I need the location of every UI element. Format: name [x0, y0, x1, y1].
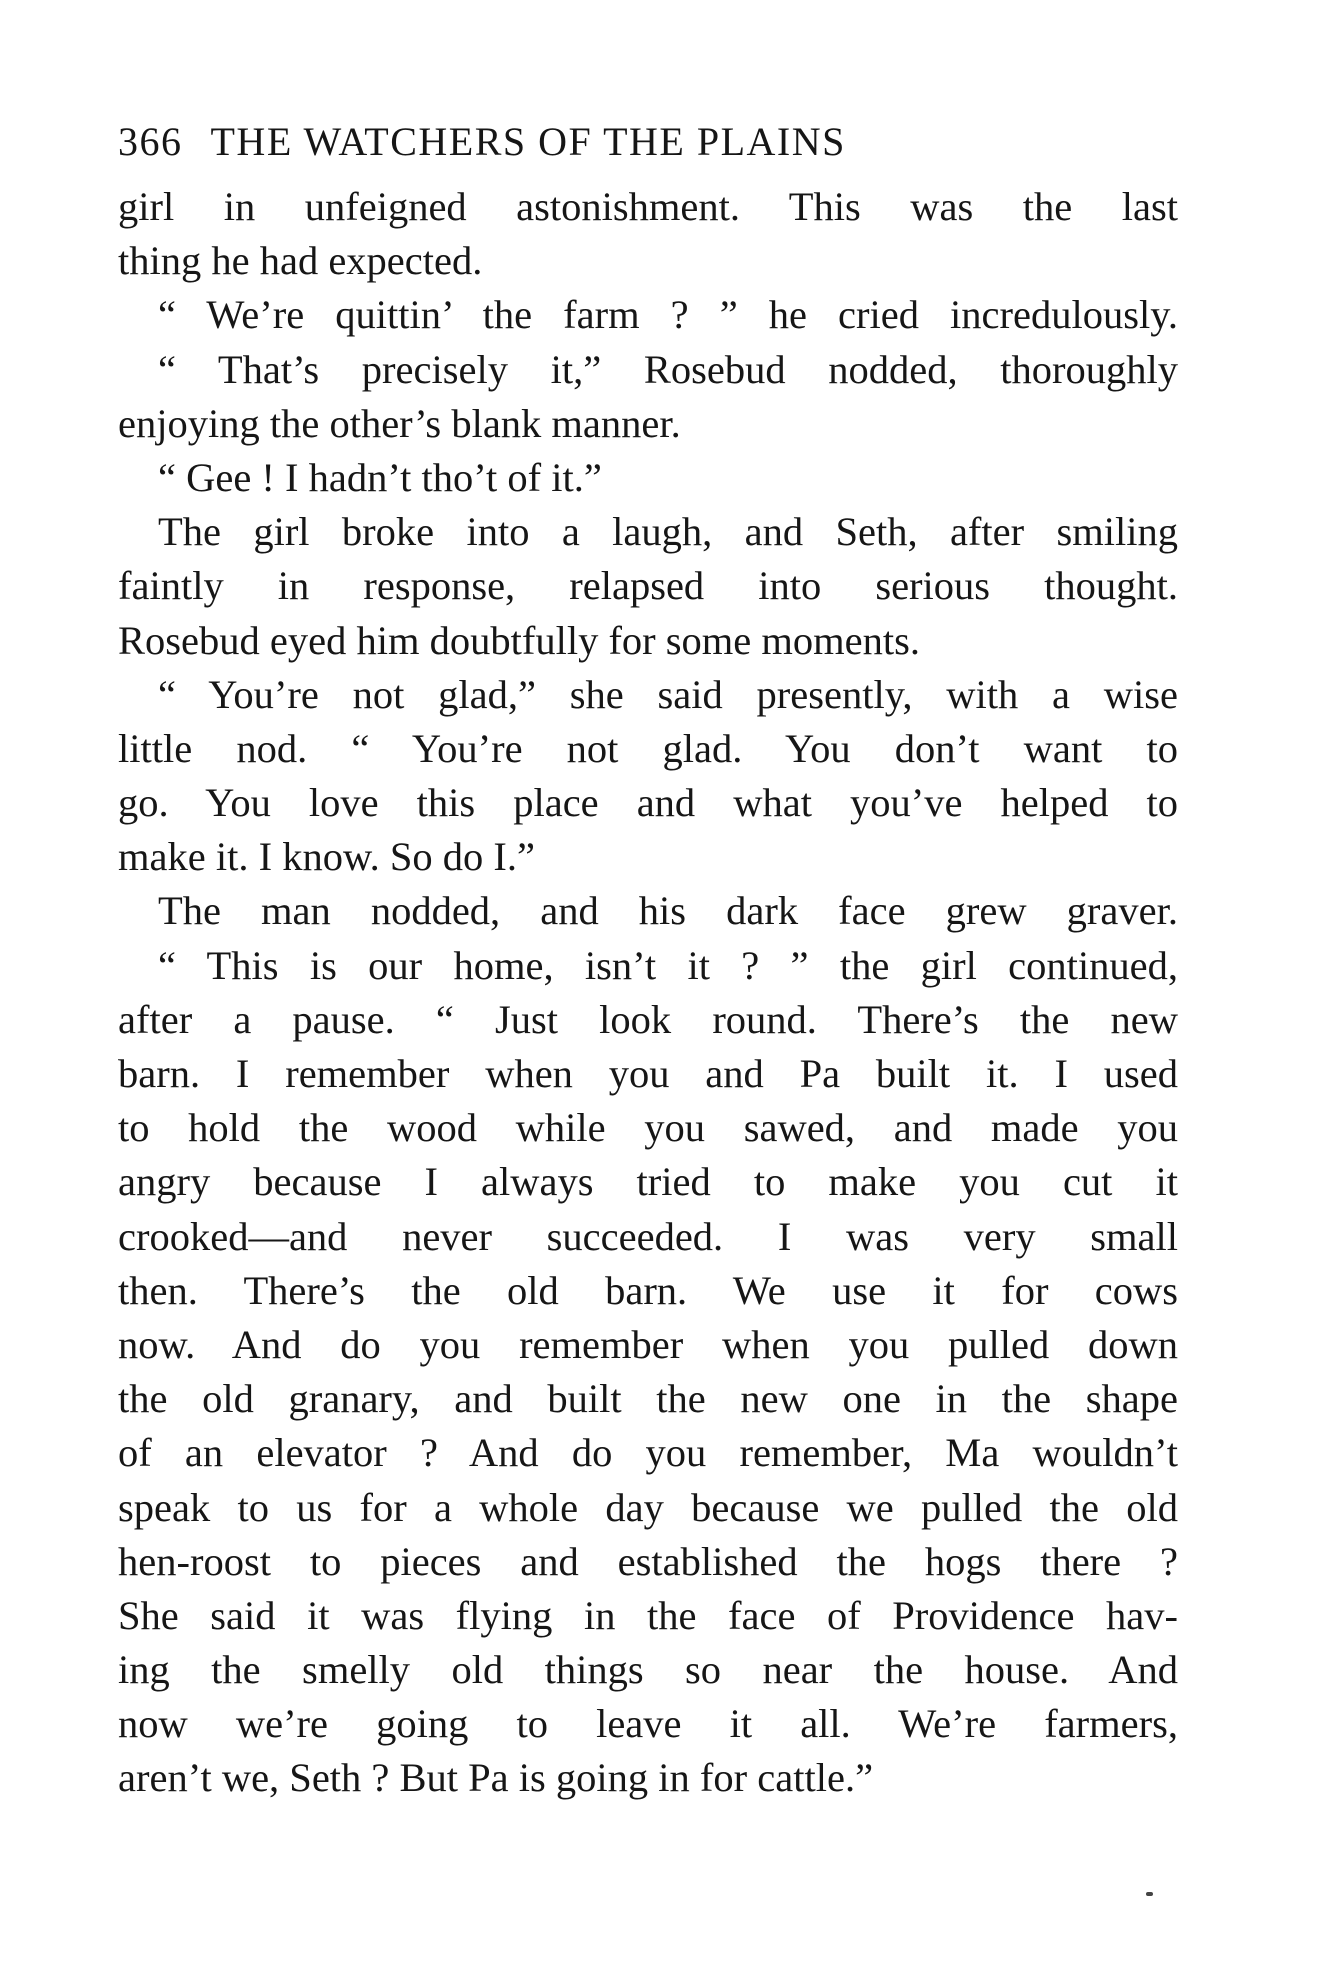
text-line: “ This is our home, isn’t it ? ” the girl continued, — [158, 942, 1178, 988]
text-line: “ Gee ! I hadn’t tho’t of it.” — [158, 454, 602, 500]
book-title: THE WATCHERS OF THE PLAINS — [210, 119, 846, 164]
text-line: “ That’s precisely it,” Rosebud nodded, thoroughly — [158, 346, 1178, 392]
text-line: aren’t we, Seth ? But Pa is going in for cattle.” — [118, 1755, 874, 1801]
text-line: then. There’s the old barn. We use it for cows — [118, 1267, 1178, 1313]
text-line: “ We’re quittin’ the farm ? ” he cried incredulously. — [158, 292, 1178, 338]
text-line: Rosebud eyed him doubtfully for some moments. — [118, 617, 921, 663]
text-line: of an elevator ? And do you remember, Ma wouldn’t — [118, 1430, 1178, 1476]
text-line: now. And do you remember when you pulled down — [118, 1321, 1178, 1367]
text-line: after a pause. “ Just look round. There’s the new — [118, 996, 1178, 1042]
text-line: thing he had expected. — [118, 238, 483, 284]
page-number: 366 — [118, 119, 183, 164]
running-head — [118, 118, 1178, 166]
text-line: enjoying the other’s blank manner. — [118, 400, 681, 446]
text-line: angry because I always tried to make you cut it — [118, 1159, 1178, 1205]
text-line: girl in unfeigned astonishment. This was the last — [118, 184, 1178, 229]
text-line: ing the smelly old things so near the house. And — [118, 1647, 1178, 1693]
body-text — [118, 180, 1178, 1806]
text-line: She said it was flying in the face of Providence hav- — [118, 1592, 1178, 1638]
text-line: now we’re going to leave it all. We’re farmers, — [118, 1701, 1178, 1747]
text-line: go. You love this place and what you’ve helped to — [118, 780, 1178, 826]
text-line: The girl broke into a laugh, and Seth, after smiling — [158, 509, 1178, 555]
text-line: to hold the wood while you sawed, and made you — [118, 1105, 1178, 1151]
text-line: make it. I know. So do I.” — [118, 834, 535, 880]
text-line: speak to us for a whole day because we pulled the old — [118, 1484, 1178, 1530]
page-mark — [1146, 1892, 1153, 1896]
text-line: “ You’re not glad,” she said presently, with a wise — [158, 671, 1178, 717]
text-line: little nod. “ You’re not glad. You don’t want to — [118, 725, 1178, 771]
text-line: The man nodded, and his dark face grew graver. — [158, 888, 1178, 934]
text-line: barn. I remember when you and Pa built it. I used — [118, 1051, 1178, 1096]
text-line: the old granary, and built the new one in the shape — [118, 1376, 1178, 1422]
text-line: hen-roost to pieces and established the hogs there ? — [118, 1538, 1178, 1584]
text-line: crooked—and never succeeded. I was very small — [118, 1213, 1178, 1259]
text-line: faintly in response, relapsed into serious thought. — [118, 563, 1178, 609]
book-page — [118, 118, 1178, 1806]
